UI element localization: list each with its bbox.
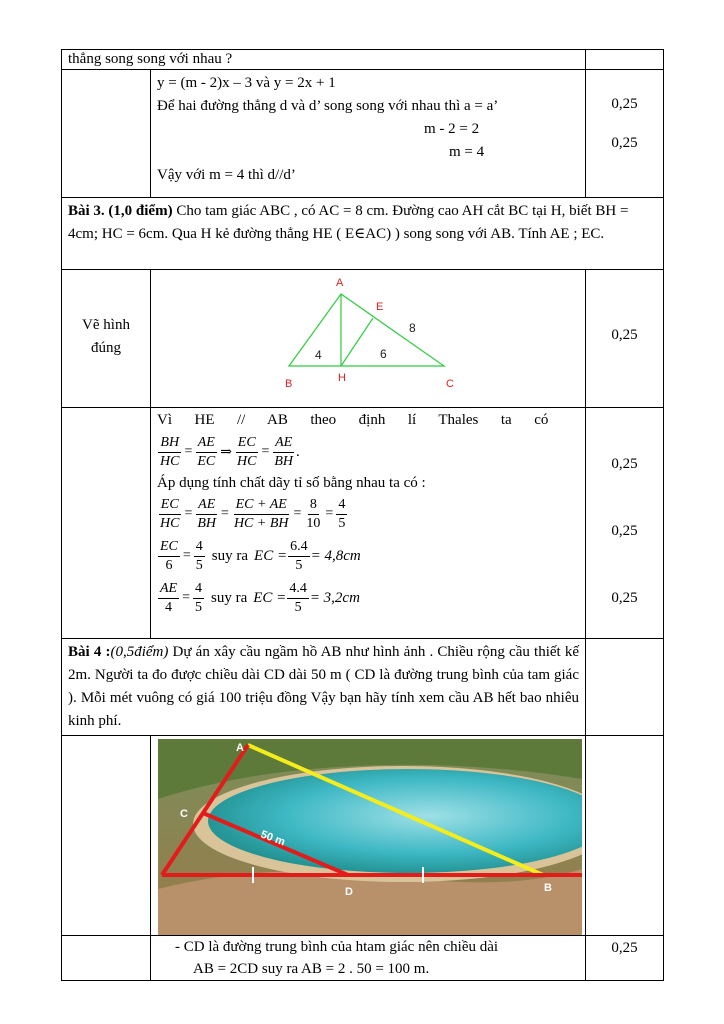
step-line: m = 4 (449, 144, 485, 160)
vertex-b-label: B (285, 378, 293, 390)
condition-line: Để hai đường thẳng d và d’ song song với nhau thì a = a’ (157, 98, 499, 114)
problem-text: Cho tam giác ABC , có AC = 8 cm. Đường cao AH cắt BC tại H, biết BH = 4cm; HC = 6cm. Qua H kẻ đường thẳng HE ( E∈AC) ) song song với AB. Tính AE ; EC. (68, 203, 629, 242)
implies-symbol: ⇒ (220, 444, 232, 460)
final-line: AB = 2CD suy ra AB = 2 . 50 = 100 m. (193, 961, 430, 977)
final-answer-cell (151, 936, 586, 981)
score-value: 0,25 (611, 456, 638, 472)
table-row (62, 270, 664, 408)
fraction: $\frac{BH}{HC}$ (160, 434, 180, 469)
length-bh-label: 4 (315, 348, 322, 362)
ec-line: $\frac{EC}{6}$ = $\frac{4}{5}$ suy ra EC = $\frac{6.4}{5}$ = 4,8cm (160, 538, 361, 573)
table-row (62, 408, 664, 639)
ae-line: $\frac{AE}{4}$ = $\frac{4}{5}$ suy ra EC = $\frac{4.4}{5}$ = 3,2cm (160, 580, 360, 615)
score-value: 0,25 (611, 96, 638, 112)
figure-label: đúng (91, 340, 121, 356)
problem-4 (62, 639, 586, 736)
lake-photo (158, 739, 582, 935)
table-row (62, 639, 664, 736)
fraction: $\frac{AE}{BH}$ (274, 434, 294, 469)
vertex-c-label: C (446, 378, 454, 390)
question-tail: thẳng song song với nhau ? (62, 50, 586, 70)
length-ac-label: 8 (409, 321, 416, 335)
table-row (62, 198, 664, 270)
solution-cell (151, 70, 586, 198)
table-row (62, 70, 664, 198)
figure-label-cell (62, 270, 151, 408)
conclusion-line: Vậy với m = 4 thì d//d’ (157, 167, 296, 183)
thales-line: Vì HE // AB theo định lí Thales ta có (157, 412, 549, 428)
segment-he (341, 318, 373, 366)
solution-cell (151, 408, 586, 639)
point-e-label: E (376, 301, 384, 313)
photo-label-a: A (236, 742, 244, 754)
score-cell (586, 408, 664, 639)
step-line: m - 2 = 2 (424, 121, 480, 137)
final-line: - CD là đường trung bình của htam giác nên chiều dài (175, 939, 499, 955)
fraction: $\frac{AE}{EC}$ (197, 434, 216, 469)
photo-label-d: D (345, 886, 353, 898)
figure-label: Vẽ hình (82, 317, 130, 333)
problem-points: (0,5điểm) (110, 644, 169, 660)
photo-label-b: B (544, 882, 552, 894)
vertex-a-label: A (336, 277, 344, 289)
score-cell: 0,25 (586, 936, 664, 981)
property-line: Áp dụng tính chất dãy tỉ số bằng nhau ta có : (157, 475, 426, 491)
score-value: 0,25 (611, 523, 638, 539)
problem-text: Dự án xây cầu ngầm hồ AB như hình ảnh . Chiều rộng cầu thiết kế 2m. Người ta đo được chiều dài CD dài 50 m ( CD là đường trung bình của tam giác ). Mỗi mét vuông có giá 100 triệu đồng Vậy bạn hãy tính xem cầu AB hết bao nhiêu kinh phí. (68, 644, 579, 729)
photo-cell (151, 736, 586, 936)
score-value: 0,25 (611, 590, 638, 606)
answer-table (61, 49, 664, 981)
problem-title: Bài 3. (1,0 điểm) (68, 203, 173, 219)
table-row (62, 50, 664, 70)
figure-cell (151, 270, 586, 408)
problem-3 (62, 198, 664, 270)
fraction: $\frac{EC}{HC}$ (236, 434, 257, 469)
triangle-figure (151, 270, 585, 402)
problem-title: Bài 4 : (68, 644, 111, 660)
triangle-abc (289, 294, 444, 366)
length-hc-label: 6 (380, 347, 387, 361)
photo-length-label: 50 m (258, 828, 287, 849)
table-row (62, 736, 664, 936)
score-value: 0,25 (611, 135, 638, 151)
score-cell: 0,25 (586, 270, 664, 408)
equations-line: y = (m - 2)x – 3 và y = 2x + 1 (157, 75, 336, 91)
photo-label-c: C (180, 808, 188, 820)
table-row (62, 936, 664, 981)
point-h-label: H (338, 372, 346, 384)
score-cell (586, 70, 664, 198)
ratio-line: $\frac{BH}{HC}$ = $\frac{AE}{EC}$ ⇒ $\frac{EC}{HC}$ = $\frac{AE}{BH}$ . (160, 434, 300, 469)
ratio-chain-line: $\frac{EC}{HC}$ = $\frac{AE}{BH}$ = $\frac{EC + AE}{HC + BH}$ = $\frac{8}{10}$ = $\frac{4}{5}$ (160, 496, 346, 531)
